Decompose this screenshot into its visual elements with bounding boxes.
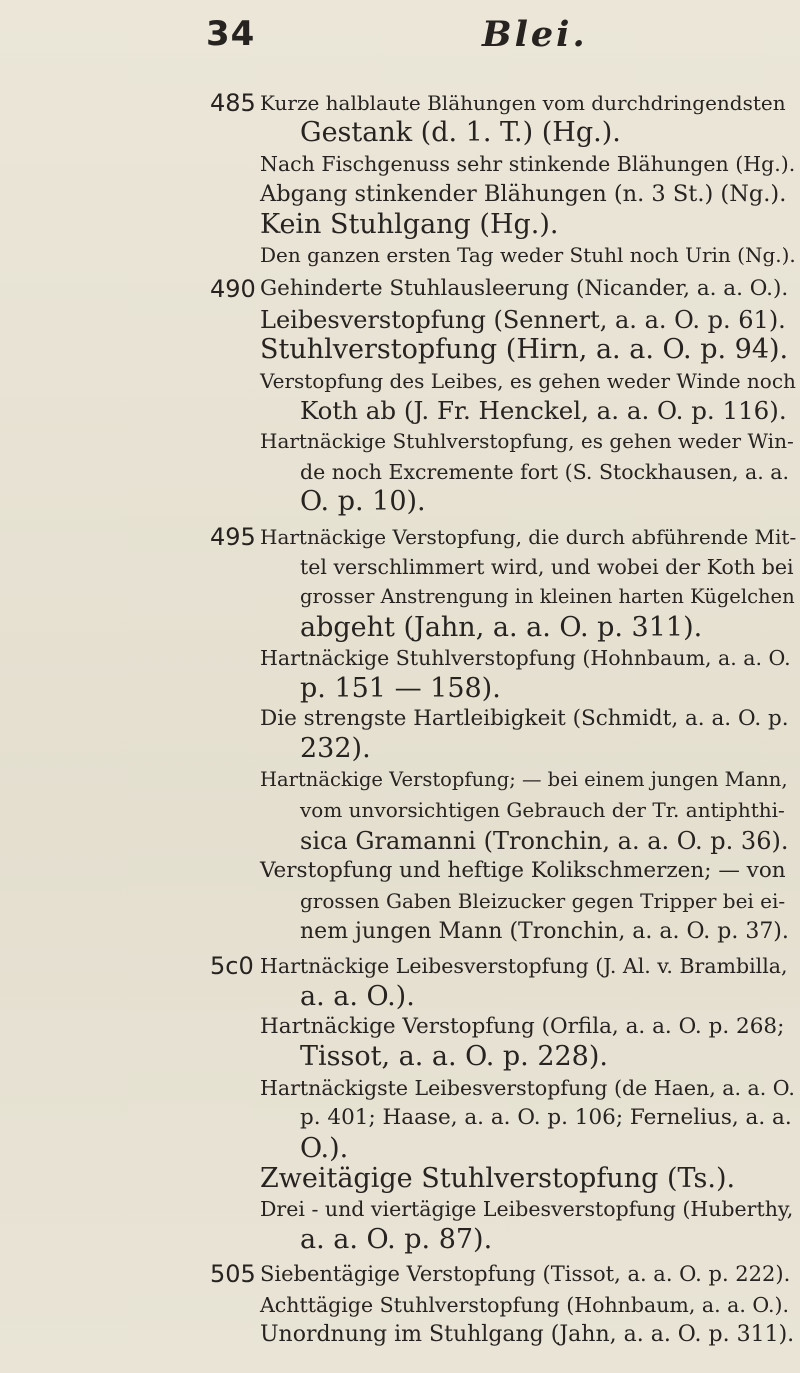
text-line: nem jungen Mann (Tronchin, a. a. O. p. 37).	[300, 918, 789, 944]
text-line: a. a. O.).	[300, 980, 415, 1012]
text-line: Hartnäckige Leibesverstopfung (J. Al. v. Brambilla,	[260, 954, 788, 979]
line-number: 5c0	[210, 952, 254, 981]
text-line: Abgang stinkender Blähungen (n. 3 St.) (Ng.).	[260, 181, 787, 208]
text-line: Unordnung im Stuhlgang (Jahn, a. a. O. p. 311).	[260, 1322, 795, 1347]
text-line: O.).	[300, 1132, 349, 1164]
text-line: Den ganzen ersten Tag weder Stuhl noch Urin (Ng.).	[260, 243, 796, 267]
text-line: Tissot, a. a. O. p. 228).	[300, 1041, 608, 1073]
text-line: Achttägige Stuhlverstopfung (Hohnbaum, a. a. O.).	[260, 1292, 790, 1317]
text-line: Hartnäckige Verstopfung; — bei einem jungen Mann,	[260, 767, 788, 791]
text-line: p. 401; Haase, a. a. O. p. 106; Fernelius, a. a.	[300, 1105, 792, 1131]
text-line: Die strengste Hartleibigkeit (Schmidt, a. a. O. p.	[260, 706, 789, 731]
text-line: grosser Anstrengung in kleinen harten Kügelchen	[300, 585, 795, 609]
text-line: sica Gramanni (Tronchin, a. a. O. p. 36).	[300, 826, 789, 855]
text-line: tel verschlimmert wird, und wobei der Koth bei	[300, 555, 794, 579]
page-header	[0, 14, 800, 64]
text-line: p. 151 — 158).	[300, 672, 501, 704]
text-line: Verstopfung und heftige Kolikschmerzen; — von	[260, 858, 786, 883]
line-number: 495	[210, 522, 256, 551]
text-line: O. p. 10).	[300, 486, 426, 518]
text-line: a. a. O. p. 87).	[300, 1223, 493, 1255]
text-line: Stuhlverstopfung (Hirn, a. a. O. p. 94).	[260, 334, 789, 366]
text-line: Hartnäckige Stuhlverstopfung (Hohnbaum, a. a. O.	[260, 646, 791, 671]
line-number: 505	[210, 1260, 256, 1289]
text-line: Drei - und viertägige Leibesverstopfung (Huberthy,	[260, 1197, 794, 1222]
text-line: grossen Gaben Bleizucker gegen Tripper bei ei-	[300, 889, 786, 914]
text-line: Kurze halblaute Blähungen vom durchdringendsten	[260, 91, 786, 115]
page-number: 34	[206, 14, 256, 54]
text-line: Hartnäckige Verstopfung (Orfila, a. a. O. p. 268;	[260, 1014, 785, 1039]
text-line: vom unvorsichtigen Gebrauch der Tr. antiphthi-	[300, 798, 785, 823]
text-line: de noch Excremente fort (S. Stockhausen, a. a.	[300, 459, 789, 484]
text-line: Hartnäckige Verstopfung, die durch abführende Mit-	[260, 524, 797, 549]
text-line: Hartnäckige Stuhlverstopfung, es gehen weder Win-	[260, 429, 794, 454]
running-title: Blei.	[482, 14, 588, 55]
text-line: 232).	[300, 733, 371, 765]
text-line: Verstopfung des Leibes, es gehen weder Winde noch	[260, 368, 796, 393]
text-line: Hartnäckigste Leibesverstopfung (de Haen, a. a. O.	[260, 1075, 795, 1100]
text-line: abgeht (Jahn, a. a. O. p. 311).	[300, 611, 703, 643]
line-number: 485	[210, 89, 256, 117]
text-line: Nach Fischgenuss sehr stinkende Blähungen (Hg.).	[260, 151, 796, 176]
line-number: 490	[210, 275, 256, 304]
text-line: Gehinderte Stuhlausleerung (Nicander, a. a. O.).	[260, 276, 789, 302]
text-line: Koth ab (J. Fr. Henckel, a. a. O. p. 116).	[300, 396, 787, 425]
text-line: Kein Stuhlgang (Hg.).	[260, 208, 559, 240]
text-line: Gestank (d. 1. T.) (Hg.).	[300, 117, 621, 149]
text-line: Zweitägige Stuhlverstopfung (Ts.).	[260, 1163, 736, 1194]
text-line: Siebentägige Verstopfung (Tissot, a. a. O. p. 222).	[260, 1262, 791, 1287]
text-line: Leibesverstopfung (Sennert, a. a. O. p. 61).	[260, 305, 786, 334]
